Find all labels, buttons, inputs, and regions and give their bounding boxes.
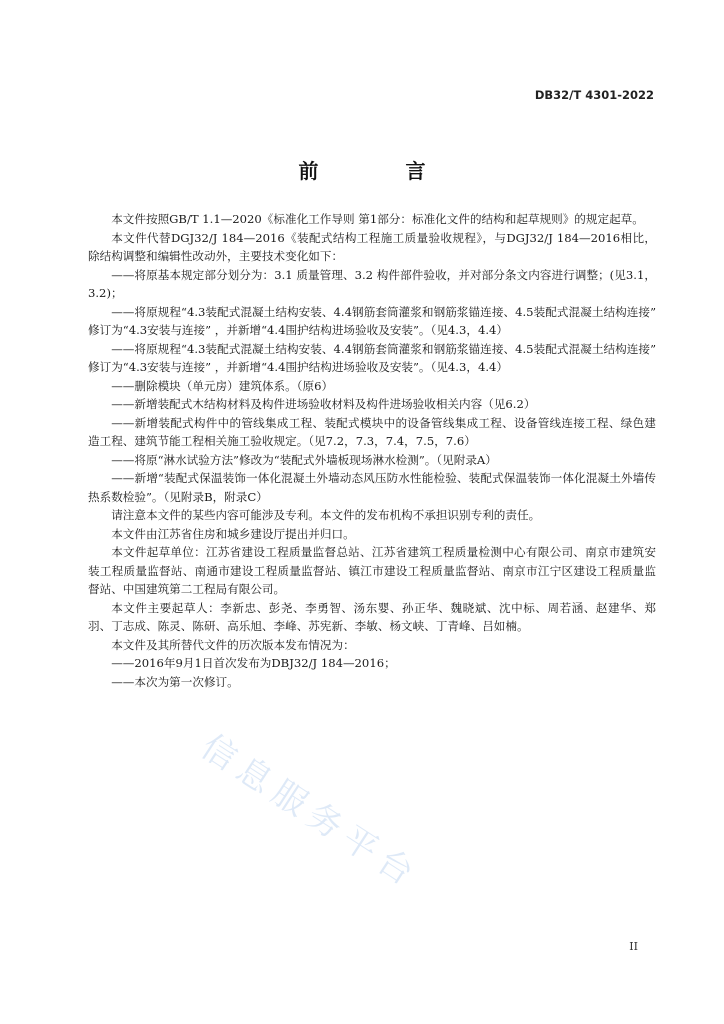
page-title: 前 言 (298, 159, 466, 183)
page-number: II (629, 940, 638, 953)
document-body (88, 210, 656, 691)
list-item: ——将原基本规定部分划分为：3.1 质量管理、3.2 构件部件验收，并对部分条文内容进行调整；(见3.1，3.2)； (88, 267, 656, 300)
list-item: ——将原规程“4.3装配式混凝土结构安装、4.4钢筋套筒灌浆和钢筋浆锚连接、4.5装配式混凝土结构连接” 修订为“4.3安装与连接” ，并新增“4.4围护结构进场验收及安装”。（见4.3，4.4） (88, 304, 656, 337)
watermark: 信息服务平台 (193, 726, 427, 898)
paragraph: 本文件按照GB/T 1.1—2020《标准化工作导则 第1部分：标准化文件的结构和起草规则》的规定起草。 (111, 212, 644, 226)
list-item: ——将原规程“4.3装配式混凝土结构安装、4.4钢筋套筒灌浆和钢筋浆锚连接、4.5装配式混凝土结构连接” 修订为“4.3安装与连接” ，并新增“4.4围护结构进场验收及安装”。（见4.3，4.4） (88, 341, 656, 374)
list-item: ——新增装配式木结构材料及构件进场验收材料及构件进场验收相关内容（见6.2） (111, 397, 536, 411)
list-item: ——将原“淋水试验方法”修改为“装配式外墙板现场淋水检测”。（见附录A） (111, 452, 497, 467)
list-item: ——新增装配式构件中的管线集成工程、装配式模块中的设备管线集成工程、设备管线连接工程、绿色建造工程、建筑节能工程相关施工验收规定。（见7.2，7.3，7.4，7.5，7.6） (88, 415, 656, 448)
paragraph: 本文件起草单位：江苏省建设工程质量监督总站、江苏省建筑工程质量检测中心有限公司、南京市建筑安装工程质量监督站、南通市建设工程质量监督站、镇江市建设工程质量监督站、南京市江宁区建设工程质量监督站、中国建筑第二工程局有限公司。 (88, 545, 656, 596)
list-item: ——删除模块（单元房）建筑体系。（原6） (111, 378, 334, 393)
standard-code: DB32/T 4301-2022 (534, 88, 654, 102)
list-item: ——新增“装配式保温装饰一体化混凝土外墙动态风压防水性能检验、装配式保温装饰一体化混凝土外墙传热系数检验”。（见附录B，附录C） (88, 471, 656, 504)
paragraph: 本文件及其所替代文件的历次版本发布情况为： (111, 637, 355, 652)
paragraph: 本文件代替DGJ32/J 184—2016《装配式结构工程施工质量验收规程》，与DGJ32/J 184—2016相比，除结构调整和编辑性改动外，主要技术变化如下： (88, 230, 656, 263)
paragraph: 请注意本文件的某些内容可能涉及专利。本文件的发布机构不承担识别专利的责任。 (111, 508, 541, 522)
list-item: ——本次为第一次修订。 (111, 674, 239, 689)
paragraph: 本文件由江苏省住房和城乡建设厅提出并归口。 (111, 526, 355, 541)
paragraph: 本文件主要起草人：李新忠、彭尧、李勇智、汤东婴、孙正华、魏晓斌、沈中标、周若涵、赵建华、郑羽、丁志成、陈灵、陈研、高乐旭、李峰、苏宪新、李敏、杨文峡、丁青峰、吕如楠。 (88, 600, 656, 633)
list-item: ——2016年9月1日首次发布为DBJ32/J 184—2016； (111, 656, 396, 670)
